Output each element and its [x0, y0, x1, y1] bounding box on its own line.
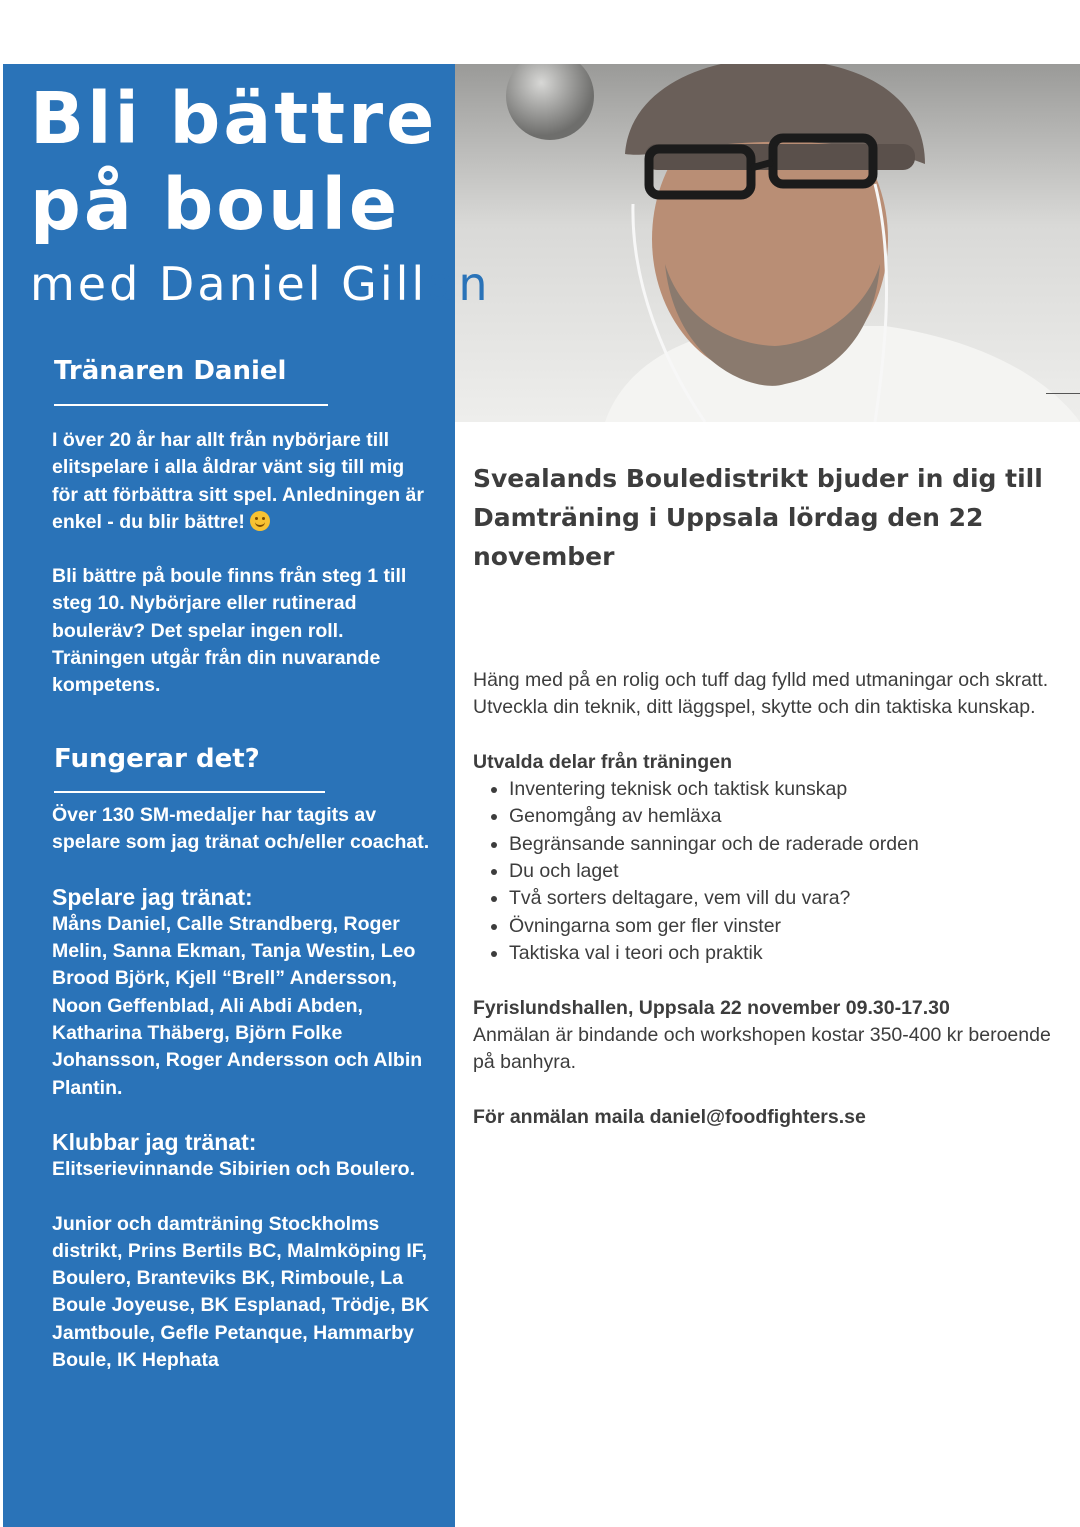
list-item: • Taktiska val i teori och praktik — [509, 940, 1053, 967]
coach-portrait-illustration — [455, 64, 1080, 422]
training-parts-heading: Utvalda delar från träningen — [473, 750, 732, 773]
boule-ball-shape — [506, 64, 594, 140]
list-item: • Inventering teknisk och taktisk kunskap — [509, 776, 1053, 803]
works-text — [52, 802, 432, 1374]
hero-title-line1: Bli bättre — [30, 77, 438, 160]
hero-title — [30, 76, 437, 248]
players-heading: Spelare jag tränat: — [52, 883, 253, 910]
event-details — [473, 667, 1053, 1131]
clubs-list: Junior och damträning Stockholms distrikt, Prins Bertils BC, Malmköping IF, Boulero, Branteviks BK, Rimboule, La Boule Joyeuse, BK Esplanad, Trödje, BK Jamtboule, Gefle Petanque, Hammarby Boule, IK Hephata — [52, 1212, 430, 1372]
list-item: • Genomgång av hemläxa — [509, 803, 1053, 830]
coach-heading: Tränaren Daniel — [54, 356, 287, 386]
signup-info[interactable]: För anmälan maila daniel@foodfighters.se — [473, 1105, 866, 1128]
players-list: Måns Daniel, Calle Strandberg, Roger Melin, Sanna Ekman, Tanja Westin, Leo Brood Björk, Kjell “Brell” Andersson, Noon Geffenblad, Ali Abdi Abden, Katharina Thäberg, Björn Folke Johansson, Roger Andersson och Albin Plantin. — [52, 912, 423, 1099]
event-headline: Svealands Bouledistrikt bjuder in dig till Damträning i Uppsala lördag den 22 november — [473, 464, 1043, 571]
works-heading: Fungerar det? — [54, 744, 260, 774]
coach-paragraph-2: Bli bättre på boule finns från steg 1 till steg 10. Nybörjare eller rutinerad bouleräv? Det spelar ingen roll. Träningen utgår från din nuvarande kompetens. — [52, 565, 407, 697]
works-paragraph: Över 130 SM-medaljer har tagits av spelare som jag tränat och/eller coachat. — [52, 804, 430, 854]
event-price: Anmälan är bindande och workshopen kostar 350-400 kr beroende på banhyra. — [473, 1023, 1051, 1074]
event-venue: Fyrislundshallen, Uppsala 22 november 09.30-17.30 — [473, 996, 950, 1019]
list-item: • Du och laget — [509, 858, 1053, 885]
coach-photo — [455, 64, 1080, 422]
event-intro: Häng med på en rolig och tuff dag fylld med utmaningar och skratt. Utveckla din teknik, ditt läggspel, skytte och din taktiska kunskap. — [473, 669, 1049, 719]
smiley-icon — [250, 511, 270, 531]
coach-heading-rule — [54, 404, 328, 406]
coach-paragraph-1-text: I över 20 år har allt från nybörjare till elitspelare i alla åldrar vänt sig till mig för att förbättra sitt spel. Anledningen är enkel - du blir bättre! — [52, 429, 424, 533]
hero-subtitle-blue: an — [427, 257, 491, 311]
coach-text — [52, 427, 432, 700]
clubs-heading: Klubbar jag tränat: — [52, 1128, 257, 1155]
training-parts-list — [473, 776, 1053, 967]
list-item: • Övningarna som ger fler vinster — [509, 913, 1053, 940]
clubs-elite: Elitserievinnande Sibirien och Boulero. — [52, 1158, 415, 1181]
coach-paragraph-1 — [52, 427, 432, 536]
list-item: • Begränsande sanningar och de raderade orden — [509, 831, 1053, 858]
hero-subtitle — [30, 256, 491, 312]
works-heading-rule — [54, 791, 325, 793]
hero-title-line2: på boule — [30, 163, 401, 246]
list-item: • Två sorters deltagare, vem vill du vara? — [509, 885, 1053, 912]
hero-subtitle-white: med Daniel Gill — [30, 257, 428, 311]
divider-line — [1046, 393, 1080, 394]
